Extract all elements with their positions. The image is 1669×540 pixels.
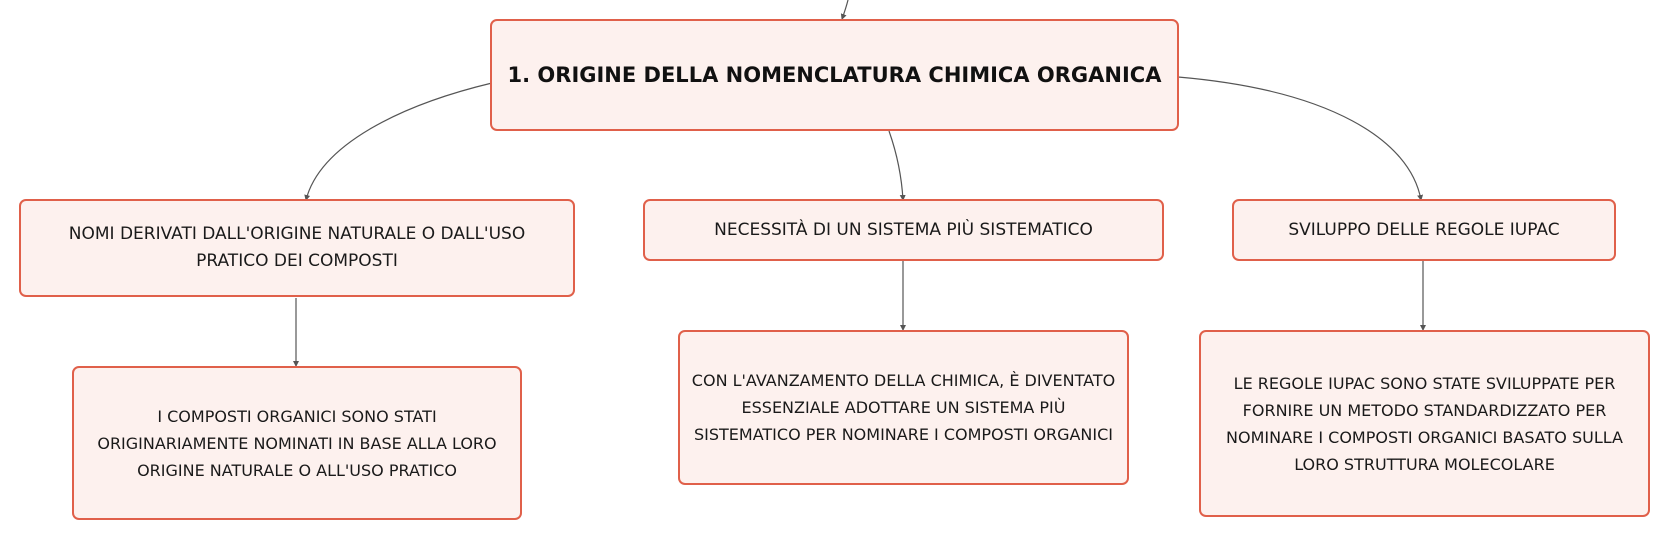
branch-node-natural-origin[interactable] <box>19 199 575 297</box>
detail-text: I COMPOSTI ORGANICI SONO STATI ORIGINARIAMENTE NOMINATI IN BASE ALLA LORO ORIGINE NATURALE O ALL'USO PRATICO <box>97 406 497 480</box>
branch-node-iupac-rules[interactable] <box>1232 199 1616 261</box>
detail-text: CON L'AVANZAMENTO DELLA CHIMICA, È DIVENTATO ESSENZIALE ADOTTARE UN SISTEMA PIÙ SISTEMATICO PER NOMINARE I COMPOSTI ORGANICI <box>691 371 1116 444</box>
branch-label: SVILUPPO DELLE REGOLE IUPAC <box>1288 219 1560 240</box>
connector-root-to-branch-2 <box>889 131 903 200</box>
detail-node-systematic-need[interactable] <box>678 330 1129 485</box>
branch-node-systematic-need[interactable] <box>643 199 1164 261</box>
branch-label: NECESSITÀ DI UN SISTEMA PIÙ SISTEMATICO <box>714 219 1093 240</box>
detail-node-natural-origin[interactable] <box>72 366 522 520</box>
connector-root-to-branch-1 <box>306 83 492 200</box>
connector-root-to-branch-3 <box>1178 77 1421 200</box>
connector-incoming <box>842 0 848 19</box>
detail-node-iupac-rules[interactable] <box>1199 330 1650 517</box>
root-topic-label: 1. ORIGINE DELLA NOMENCLATURA CHIMICA ORGANICA <box>507 62 1162 87</box>
branch-label: NOMI DERIVATI DALL'ORIGINE NATURALE O DALL'USO PRATICO DEI COMPOSTI <box>68 224 526 271</box>
root-topic-node[interactable] <box>490 19 1179 131</box>
detail-text: LE REGOLE IUPAC SONO STATE SVILUPPATE PER FORNIRE UN METODO STANDARDIZZATO PER NOMINARE I COMPOSTI ORGANICI BASATO SULLA LORO STRUTTURA MOLECOLARE <box>1226 373 1623 474</box>
